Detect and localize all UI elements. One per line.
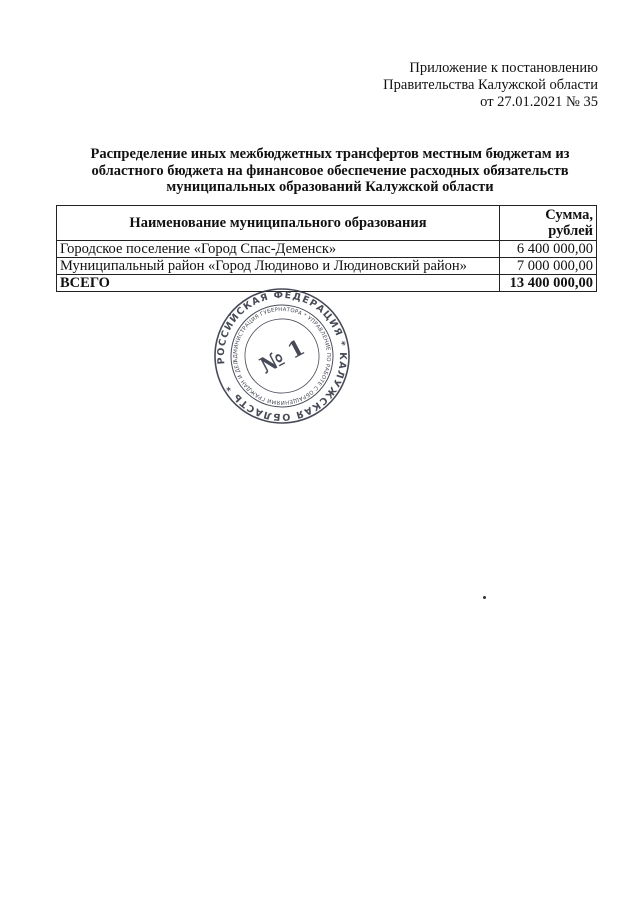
seal-outer-text: РОССИЙСКАЯ ФЕДЕРАЦИЯ * КАЛУЖСКАЯ ОБЛАСТЬ * — [215, 289, 349, 423]
row-sum: 6 400 000,00 — [500, 241, 597, 258]
total-sum: 13 400 000,00 — [500, 275, 597, 292]
title-line-2: областного бюджета на финансовое обеспечение расходных обязательств — [91, 162, 569, 179]
row-sum: 7 000 000,00 — [500, 258, 597, 275]
column-header-sum — [500, 206, 597, 241]
official-seal-stamp — [212, 286, 352, 426]
table-header-row — [57, 206, 597, 241]
document-title — [60, 146, 600, 196]
scan-speck — [483, 596, 486, 599]
appendix-header — [383, 60, 598, 111]
seal-number: № 1 — [255, 334, 310, 380]
row-name: Муниципальный район «Город Людиново и Людиновский район» — [57, 258, 500, 275]
seal-inner-text: АДМИНИСТРАЦИЯ ГУБЕРНАТОРА * УПРАВЛЕНИЕ ПО РАБОТЕ С ОБРАЩЕНИЯМИ ГРАЖДАН И ДЕЛОПРОИЗВОДСТВУ — [232, 306, 332, 406]
column-header-sum-line-2: рублей — [548, 223, 593, 239]
row-name: Городское поселение «Город Спас-Деменск» — [57, 241, 500, 258]
column-header-sum-line-1: Сумма, — [545, 207, 593, 223]
title-line-1: Распределение иных межбюджетных трансфертов местным бюджетам из — [90, 146, 570, 162]
transfers-table — [56, 205, 597, 292]
column-header-name: Наименование муниципального образования — [57, 206, 500, 241]
appendix-line-3: от 27.01.2021 № 35 — [480, 94, 598, 110]
title-line-3: муниципальных образований Калужской области — [166, 179, 494, 195]
total-label: ВСЕГО — [57, 275, 500, 292]
table-row — [57, 258, 597, 275]
appendix-line-1: Приложение к постановлению — [409, 60, 598, 76]
appendix-line-2: Правительства Калужской области — [383, 77, 598, 93]
table-row — [57, 241, 597, 258]
